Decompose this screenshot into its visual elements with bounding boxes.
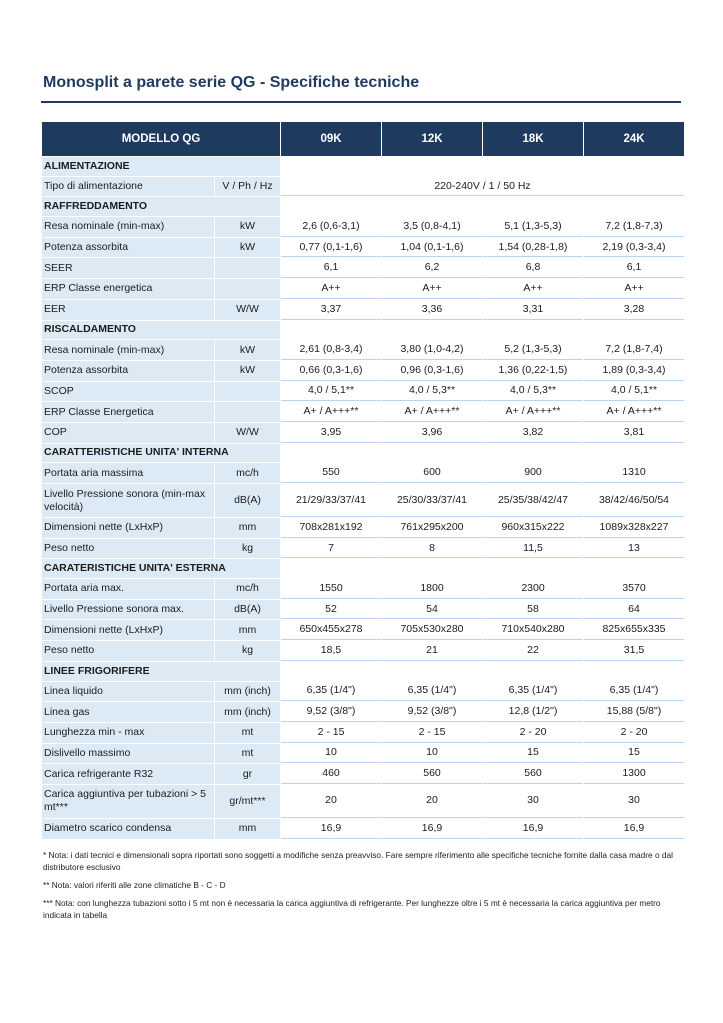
row-value: 38/42/46/50/54: [584, 484, 684, 517]
row-value: 6,35 (1/4"): [483, 682, 583, 702]
row-value: 20: [382, 785, 482, 818]
row-value: 13: [584, 539, 684, 559]
row-value: 4,0 / 5,3**: [382, 382, 482, 402]
table-row: [42, 382, 684, 402]
section-row: [42, 157, 684, 176]
row-value: 16,9: [281, 819, 381, 839]
row-value: 560: [382, 764, 482, 784]
row-value: 825x655x335: [584, 620, 684, 640]
row-label: SCOP: [42, 382, 214, 402]
row-value: A++: [584, 279, 684, 299]
row-label: Peso netto: [42, 641, 214, 661]
row-value: 54: [382, 600, 482, 620]
header-col-12k: 12K: [382, 122, 482, 156]
row-label: Livello Pressione sonora max.: [42, 600, 214, 620]
header-col-09k: 09K: [281, 122, 381, 156]
row-label: Diametro scarico condensa: [42, 819, 214, 839]
row-value: 22: [483, 641, 583, 661]
row-value: 1,89 (0,3-3,4): [584, 361, 684, 381]
table-row: [42, 641, 684, 661]
section-filler: [281, 662, 684, 681]
row-value: 600: [382, 463, 482, 483]
header-model: MODELLO QG: [42, 122, 280, 156]
row-value: 25/35/38/42/47: [483, 484, 583, 517]
row-unit: mm (inch): [215, 682, 280, 702]
row-value: 4,0 / 5,1**: [281, 382, 381, 402]
row-label: Dimensioni nette (LxHxP): [42, 518, 214, 538]
row-value: 1089x328x227: [584, 518, 684, 538]
header-col-18k: 18K: [483, 122, 583, 156]
row-unit: kg: [215, 539, 280, 559]
row-value: 1300: [584, 764, 684, 784]
section-title: ALIMENTAZIONE: [42, 157, 280, 176]
section-filler: [281, 157, 684, 176]
footnote: *** Nota: con lunghezza tubazioni sotto i 5 mt non è necessaria la carica aggiuntiva di refrigerante. Per lunghezze oltre i 5 mt è necessaria la carica aggiuntiva per metro indicata in tabella: [43, 898, 661, 920]
row-value: 0,96 (0,3-1,6): [382, 361, 482, 381]
row-value: 9,52 (3/8"): [281, 702, 381, 722]
row-value: 2 - 20: [584, 723, 684, 743]
row-label: Tipo di alimentazione: [42, 177, 214, 197]
row-unit: [215, 382, 280, 402]
row-label: Portata aria max.: [42, 579, 214, 599]
row-unit: gr/mt***: [215, 785, 280, 818]
row-label: Potenza assorbita: [42, 238, 214, 258]
section-filler: [281, 321, 684, 340]
row-value: 3,28: [584, 300, 684, 320]
row-value: A+ / A+++**: [382, 402, 482, 422]
table-row: [42, 579, 684, 599]
section-row: [42, 197, 684, 216]
row-label: Dimensioni nette (LxHxP): [42, 620, 214, 640]
row-value: 12,8 (1/2"): [483, 702, 583, 722]
table-row: [42, 785, 684, 818]
row-value: 64: [584, 600, 684, 620]
row-value: A+ / A+++**: [584, 402, 684, 422]
row-label: Carica aggiuntiva per tubazioni > 5 mt***: [42, 785, 214, 818]
footnote: * Nota: i dati tecnici e dimensionali sopra riportati sono soggetti a modifiche senza preavviso. Fare sempre riferimento alle specifiche tecniche fornite dalla casa madre o dal distributore esclusivo: [43, 850, 673, 872]
section-filler: [281, 559, 684, 578]
row-value: 21/29/33/37/41: [281, 484, 381, 517]
row-unit: mt: [215, 744, 280, 764]
row-value: 10: [281, 744, 381, 764]
row-value: A++: [382, 279, 482, 299]
page-title: Monosplit a parete serie QG - Specifiche tecniche: [43, 74, 420, 91]
row-value: 2,6 (0,6-3,1): [281, 217, 381, 237]
row-value: 6,35 (1/4"): [281, 682, 381, 702]
row-unit: mm: [215, 620, 280, 640]
row-value: 8: [382, 539, 482, 559]
row-value: 16,9: [584, 819, 684, 839]
row-value: 21: [382, 641, 482, 661]
row-value: 560: [483, 764, 583, 784]
row-value: 16,9: [483, 819, 583, 839]
row-value: 0,66 (0,3-1,6): [281, 361, 381, 381]
section-filler: [281, 197, 684, 216]
row-value: 15: [483, 744, 583, 764]
row-value: 7,2 (1,8-7,4): [584, 340, 684, 360]
row-value: 2,61 (0,8-3,4): [281, 340, 381, 360]
row-value: 6,1: [584, 258, 684, 278]
row-value: 705x530x280: [382, 620, 482, 640]
section-row: [42, 444, 684, 463]
row-label: Carica refrigerante R32: [42, 764, 214, 784]
row-label: Potenza assorbita: [42, 361, 214, 381]
row-value: 6,8: [483, 258, 583, 278]
row-value: 1310: [584, 463, 684, 483]
table-row: [42, 744, 684, 764]
section-row: [42, 559, 684, 578]
row-value: A+ / A+++**: [483, 402, 583, 422]
table-header-row: [42, 122, 684, 156]
section-title: LINEE FRIGORIFERE: [42, 662, 280, 681]
row-value: 18,5: [281, 641, 381, 661]
row-value: 31,5: [584, 641, 684, 661]
row-value: 10: [382, 744, 482, 764]
row-value: 550: [281, 463, 381, 483]
table-row: [42, 518, 684, 538]
section-title: RAFFREDDAMENTO: [42, 197, 280, 216]
row-unit: mm: [215, 518, 280, 538]
row-label: EER: [42, 300, 214, 320]
row-label: Dislivello massimo: [42, 744, 214, 764]
table-row: [42, 484, 684, 517]
row-label: Linea liquido: [42, 682, 214, 702]
row-value: 3570: [584, 579, 684, 599]
table-row: [42, 340, 684, 360]
row-value: 9,52 (3/8"): [382, 702, 482, 722]
spec-table: [41, 121, 685, 840]
row-unit: [215, 258, 280, 278]
table-row: [42, 702, 684, 722]
row-unit: W/W: [215, 423, 280, 443]
section-row: [42, 662, 684, 681]
row-value: 15,88 (5/8"): [584, 702, 684, 722]
row-value: 3,36: [382, 300, 482, 320]
row-unit: [215, 279, 280, 299]
section-filler: [281, 444, 684, 463]
row-unit: mt: [215, 723, 280, 743]
row-value: 0,77 (0,1-1,6): [281, 238, 381, 258]
row-label: Resa nominale (min-max): [42, 340, 214, 360]
row-label: COP: [42, 423, 214, 443]
row-value: A++: [281, 279, 381, 299]
table-row: [42, 539, 684, 559]
title-divider: [41, 101, 681, 103]
row-value: 3,96: [382, 423, 482, 443]
row-unit: mc/h: [215, 463, 280, 483]
row-value: 6,35 (1/4"): [584, 682, 684, 702]
row-value: 6,35 (1/4"): [382, 682, 482, 702]
row-value: 761x295x200: [382, 518, 482, 538]
row-value: 52: [281, 600, 381, 620]
table-row: [42, 620, 684, 640]
table-row: [42, 217, 684, 237]
footnote: ** Nota: valori riferiti alle zone climatiche B - C - D: [43, 880, 226, 890]
row-value: 7,2 (1,8-7,3): [584, 217, 684, 237]
section-title: CARATERISTICHE UNITA' ESTERNA: [42, 559, 280, 578]
table-row: [42, 402, 684, 422]
row-value: 2 - 15: [382, 723, 482, 743]
row-label: SEER: [42, 258, 214, 278]
row-value: 460: [281, 764, 381, 784]
row-value: 3,80 (1,0-4,2): [382, 340, 482, 360]
row-value: 3,81: [584, 423, 684, 443]
row-value: 710x540x280: [483, 620, 583, 640]
row-value: A++: [483, 279, 583, 299]
row-label: Lunghezza min - max: [42, 723, 214, 743]
table-row: [42, 682, 684, 702]
row-value: A+ / A+++**: [281, 402, 381, 422]
row-value: 20: [281, 785, 381, 818]
row-value: 30: [483, 785, 583, 818]
table-row: [42, 177, 684, 197]
row-label: Linea gas: [42, 702, 214, 722]
row-value: 1800: [382, 579, 482, 599]
row-value: 3,5 (0,8-4,1): [382, 217, 482, 237]
row-unit: mc/h: [215, 579, 280, 599]
table-row: [42, 819, 684, 839]
row-unit: gr: [215, 764, 280, 784]
row-value: 4,0 / 5,1**: [584, 382, 684, 402]
row-unit: dB(A): [215, 600, 280, 620]
header-col-24k: 24K: [584, 122, 684, 156]
row-value: 4,0 / 5,3**: [483, 382, 583, 402]
section-title: RISCALDAMENTO: [42, 321, 280, 340]
row-value: 1550: [281, 579, 381, 599]
section-row: [42, 321, 684, 340]
row-unit: kW: [215, 340, 280, 360]
row-value: 3,37: [281, 300, 381, 320]
row-value: 2 - 15: [281, 723, 381, 743]
row-value: 1,04 (0,1-1,6): [382, 238, 482, 258]
section-title: CARATTERISTICHE UNITA' INTERNA: [42, 444, 280, 463]
row-unit: mm: [215, 819, 280, 839]
row-unit: V / Ph / Hz: [215, 177, 280, 197]
row-value: 1,54 (0,28-1,8): [483, 238, 583, 258]
row-unit: dB(A): [215, 484, 280, 517]
row-unit: kW: [215, 217, 280, 237]
row-value: 6,1: [281, 258, 381, 278]
row-label: ERP Classe Energetica: [42, 402, 214, 422]
row-unit: mm (inch): [215, 702, 280, 722]
table-row: [42, 463, 684, 483]
row-unit: kW: [215, 238, 280, 258]
table-row: [42, 238, 684, 258]
row-value: 11,5: [483, 539, 583, 559]
row-value: 2300: [483, 579, 583, 599]
table-row: [42, 300, 684, 320]
spec-table-body: [42, 122, 684, 839]
row-value: 960x315x222: [483, 518, 583, 538]
row-unit: W/W: [215, 300, 280, 320]
table-row: [42, 723, 684, 743]
row-value: 15: [584, 744, 684, 764]
row-label: Portata aria massima: [42, 463, 214, 483]
row-value: 650x455x278: [281, 620, 381, 640]
row-value: 6,2: [382, 258, 482, 278]
row-value: 2,19 (0,3-3,4): [584, 238, 684, 258]
table-row: [42, 258, 684, 278]
row-label: Livello Pressione sonora (min-max velocità): [42, 484, 214, 517]
row-value: 900: [483, 463, 583, 483]
row-value: 7: [281, 539, 381, 559]
row-value: 5,2 (1,3-5,3): [483, 340, 583, 360]
footnotes: [43, 849, 683, 927]
row-unit: kW: [215, 361, 280, 381]
table-row: [42, 764, 684, 784]
row-value: 1,36 (0,22-1,5): [483, 361, 583, 381]
row-label: Resa nominale (min-max): [42, 217, 214, 237]
row-value: 3,82: [483, 423, 583, 443]
table-row: [42, 361, 684, 381]
row-value: 2 - 20: [483, 723, 583, 743]
row-value: 16,9: [382, 819, 482, 839]
table-row: [42, 279, 684, 299]
row-value: 30: [584, 785, 684, 818]
row-value-span: 220-240V / 1 / 50 Hz: [281, 177, 684, 197]
row-value: 3,31: [483, 300, 583, 320]
row-label: Peso netto: [42, 539, 214, 559]
row-unit: kg: [215, 641, 280, 661]
row-value: 3,95: [281, 423, 381, 443]
table-row: [42, 600, 684, 620]
table-row: [42, 423, 684, 443]
row-label: ERP Classe energetica: [42, 279, 214, 299]
row-unit: [215, 402, 280, 422]
row-value: 708x281x192: [281, 518, 381, 538]
row-value: 5,1 (1,3-5,3): [483, 217, 583, 237]
row-value: 25/30/33/37/41: [382, 484, 482, 517]
row-value: 58: [483, 600, 583, 620]
